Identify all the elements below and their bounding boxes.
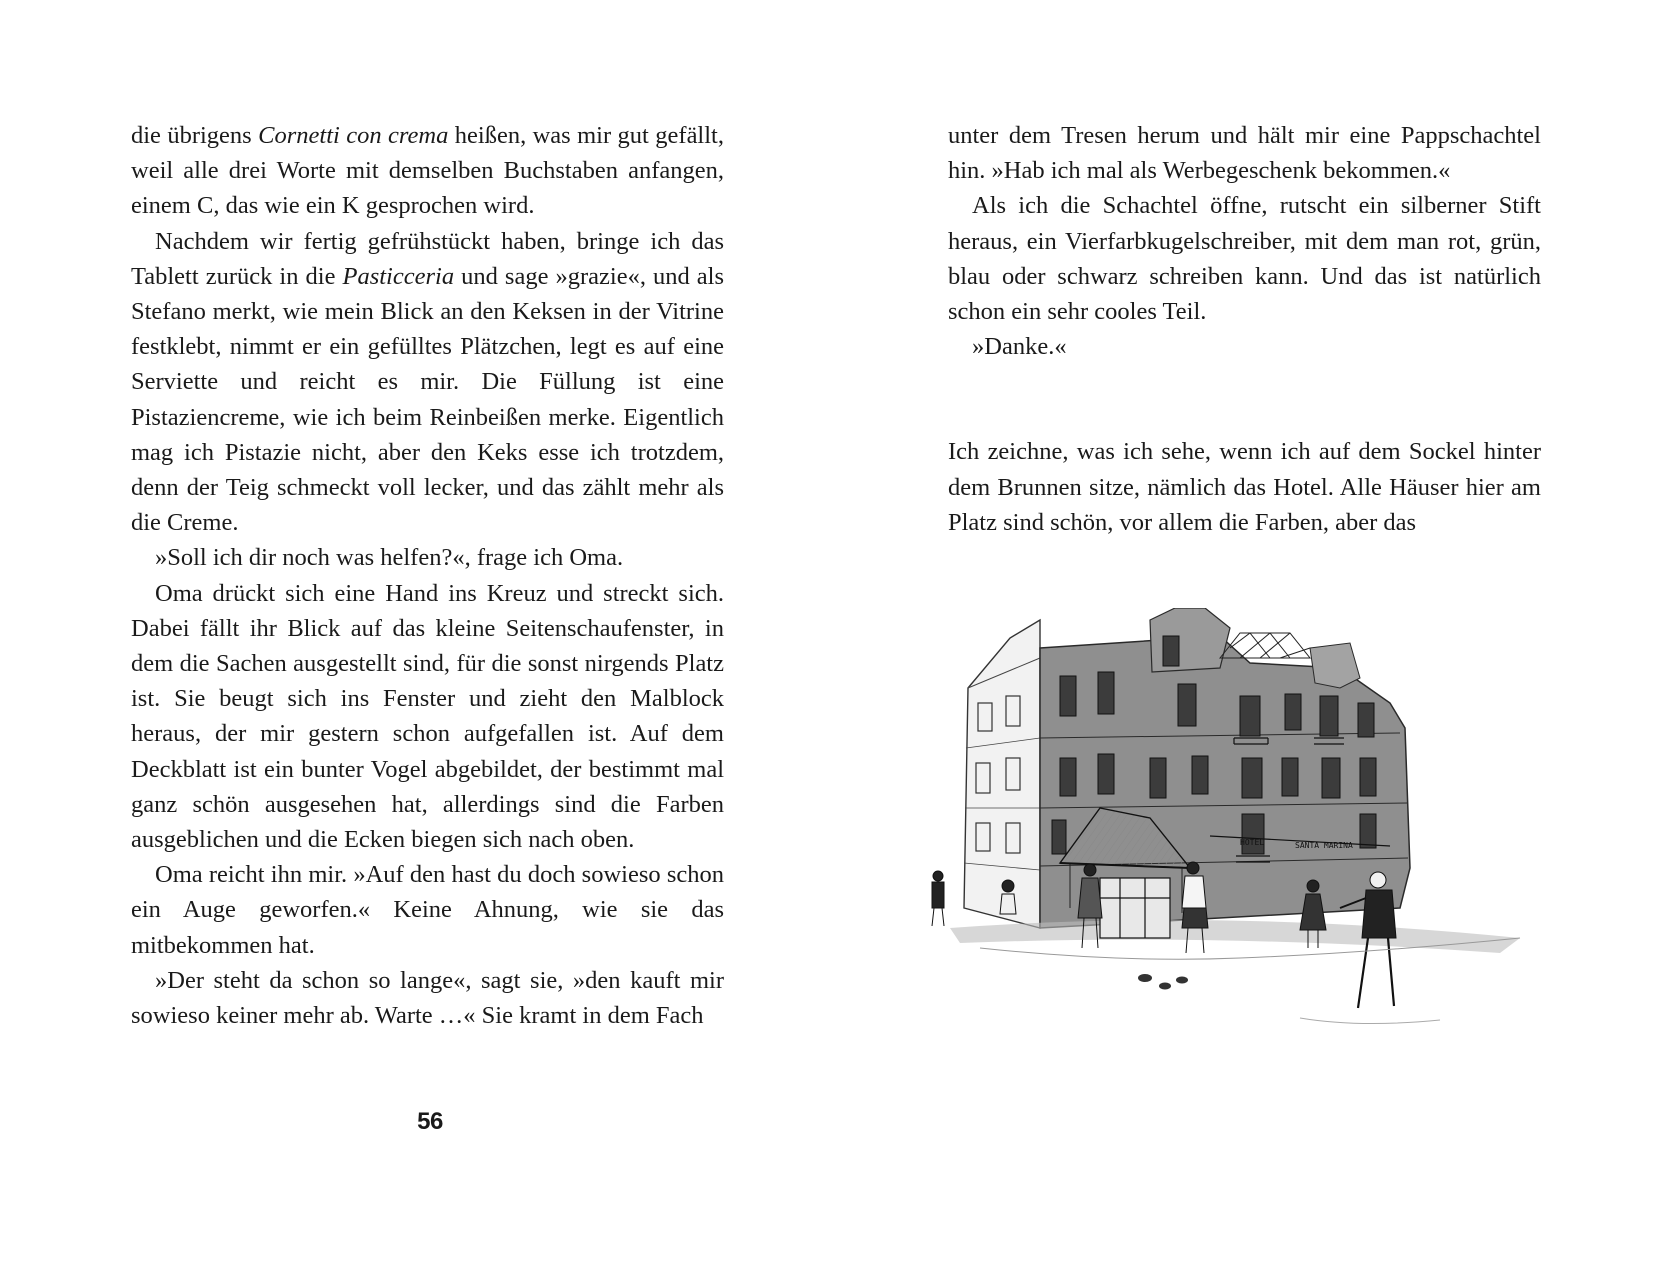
text-segment: »Der steht da schon so lange«, sagt sie, »den kauft mir sowieso keiner mehr ab. Warte …« Sie kramt in dem Fach <box>131 966 724 1030</box>
text-segment: »Danke.« <box>972 333 1067 361</box>
page-number: 56 <box>417 1108 443 1135</box>
paragraph <box>948 434 1541 540</box>
hotel-building-sketch-icon <box>920 608 1600 1108</box>
paragraph <box>131 857 724 963</box>
hotel-name-sign-text: SANTA MARINA <box>1295 841 1353 850</box>
section-break <box>948 364 1541 434</box>
paragraph <box>131 118 724 224</box>
paragraph <box>131 963 724 1033</box>
hotel-sign-text: HOTEL <box>1240 838 1265 847</box>
text-segment: »Soll ich dir noch was helfen?«, frage ich Oma. <box>155 544 624 572</box>
paragraph <box>948 329 1541 364</box>
right-page-text-before-break <box>948 118 1541 364</box>
right-page-text-after-break <box>948 434 1541 540</box>
left-page <box>131 118 724 1033</box>
paragraph <box>131 576 724 858</box>
text-segment: die übrigens <box>131 122 259 149</box>
text-segment: Oma reicht ihn mir. »Auf den hast du doch sowieso schon ein Auge geworfen.« Keine Ahnung, wie sie das mitbekommen hat. <box>131 861 724 959</box>
text-segment: Nachdem wir fertig gefrühstückt haben, bringe ich das Tablett zurück in die <box>131 227 724 290</box>
paragraph <box>131 224 724 541</box>
paragraph <box>948 118 1541 188</box>
right-page <box>948 118 1541 540</box>
paragraph <box>131 540 724 575</box>
italic-text: Pasticceria <box>342 262 455 290</box>
text-segment: heißen, was mir gut gefällt, weil alle drei Worte mit demselben Buchstaben anfangen, einem C, das wie ein K gesprochen wird. <box>131 122 724 220</box>
text-segment: Ich zeichne, was ich sehe, wenn ich auf dem Sockel hinter dem Brunnen sitze, nämlich das Hotel. Alle Häuser hier am Platz sind schön, vor allem die Farben, aber das <box>948 438 1541 536</box>
left-page-text <box>131 118 724 1033</box>
italic-text: Cornetti con crema <box>258 122 449 149</box>
text-segment: Oma drückt sich eine Hand ins Kreuz und streckt sich. Dabei fällt ihr Blick auf das kleine Seitenschaufenster, in dem die Sachen ausgestellt sind, für die sonst nirgends Platz ist. Sie beugt sich ins Fenster und zieht den Malblock heraus, der mir gestern schon aufgefallen ist. Auf dem Deckblatt ist ein bunter Vogel abgebildet, der bestimmt mal ganz schön ausgesehen hat, allerdings sind die Farben ausgeblichen und die Ecken biegen sich nach oben. <box>131 579 724 854</box>
text-segment: und sage »grazie«, und als Stefano merkt, wie mein Blick an den Keksen in der Vitrine festklebt, nimmt er ein gefülltes Plätzchen, legt es auf eine Serviette und reicht es mir. Die Füllung ist eine Pistaziencreme, wie ich beim Reinbeißen merke. Eigentlich mag ich Pistazie nicht, aber den Keks esse ich trotzdem, denn der Teig schmeckt voll lecker, und das zählt mehr als die Creme. <box>131 262 724 537</box>
text-segment: unter dem Tresen herum und hält mir eine Pappschachtel hin. »Hab ich mal als Werbegeschenk bekommen.« <box>948 122 1541 185</box>
paragraph <box>948 188 1541 329</box>
text-segment: Als ich die Schachtel öffne, rutscht ein silberner Stift heraus, ein Vierfarbkugelschreiber, mit dem man rot, grün, blau oder schwarz schreiben kann. Und das ist natürlich schon ein sehr cooles Teil. <box>948 192 1541 326</box>
